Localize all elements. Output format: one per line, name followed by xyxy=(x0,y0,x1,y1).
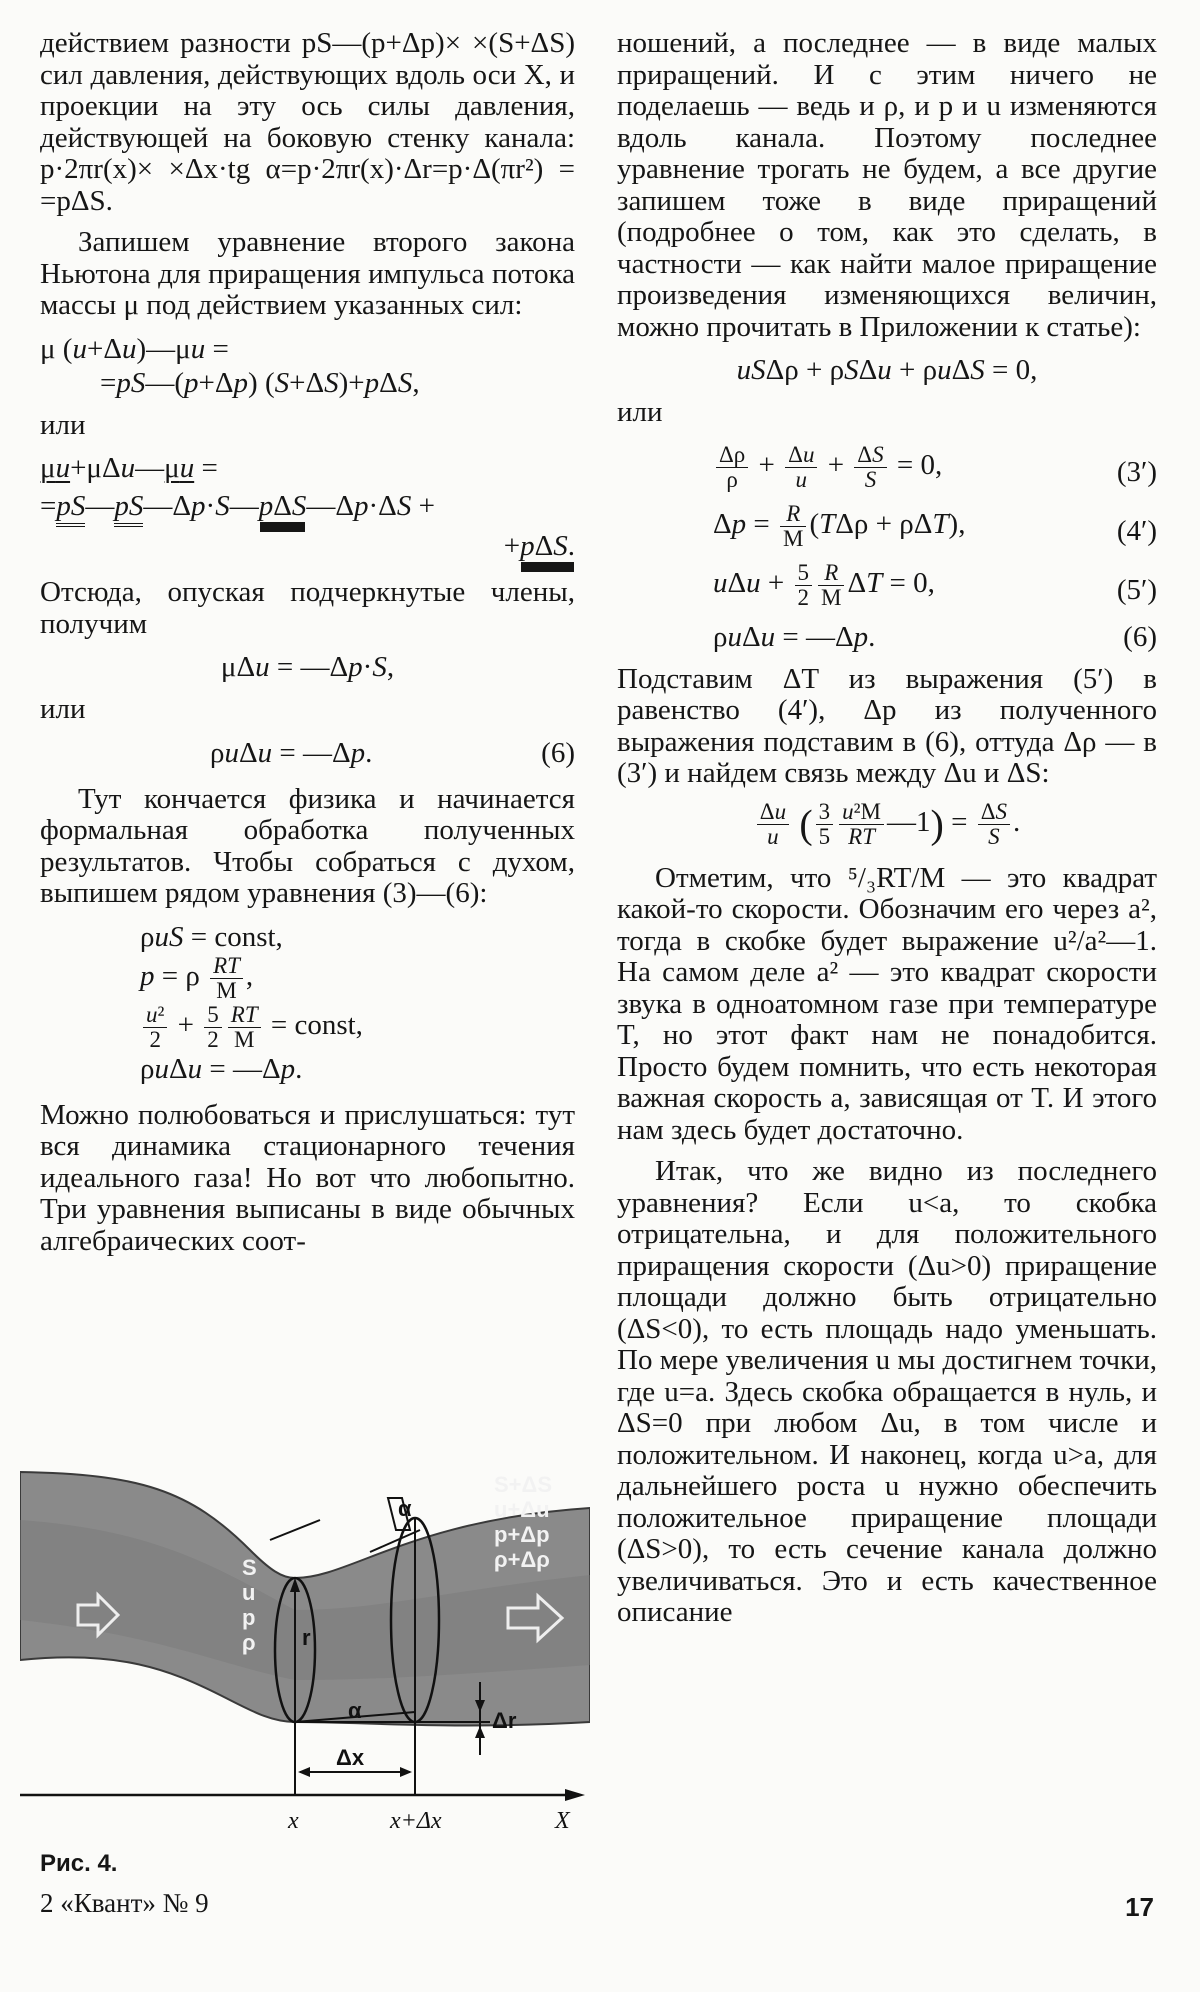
equation-number-3prime: (3′) xyxy=(1116,455,1157,488)
equation-6-left: ρuΔu = —Δp. (6) xyxy=(210,736,575,769)
paragraph-left-5: Можно полюбоваться и прислушаться: тут вся динамика стационарного течения идеального газа! Но вот что любопытно. Три уравнения выписаны в виде обычных алгебраических соот- xyxy=(40,1098,575,1257)
label-p-dp: p+Δp xyxy=(494,1522,550,1547)
equation-number-4prime: (4′) xyxy=(1116,514,1157,547)
label-S: S xyxy=(242,1555,257,1580)
label-x: x xyxy=(288,1808,299,1834)
label-p: p xyxy=(242,1605,256,1630)
axis-arrow xyxy=(565,1789,585,1801)
equation-number-6-left: (6) xyxy=(541,736,575,769)
right-column xyxy=(617,28,1157,1629)
paragraph-left-3: Отсюда, опуская подчеркнутые члены, получим xyxy=(40,576,575,640)
paragraph-left-4: Тут кончается физика и начинается формальная обработка полученных результатов. Чтобы собраться с духом, выпишем рядом уравнения (3)—(6): xyxy=(40,782,575,909)
paragraph-left-1: действием разности pS—(p+Δp)× ×(S+ΔS) сил давления, действующих вдоль оси X, и проекции на эту ось силы давления, действующей на боковую стенку канала: p·2πr(x)× ×Δx·tg α=p·2πr(x)·Δr=p·Δ(πr²) = =pΔS. xyxy=(40,27,575,217)
paragraph-right-1: ношений, а последнее — в виде малых приращений. И с этим ничего не поделаешь — ведь и ρ, и p и u изменяются вдоль канала. Поэтому последнее уравнение трогать не будем, а все другие запишем тоже в виде приращений (подробнее о том, как это сделать, в частности — как найти малое приращение произведения изменяющихся величин, можно прочитать в Приложении к статье): xyxy=(617,27,1157,343)
label-x-dx: x+Δx xyxy=(390,1808,442,1834)
nozzle-figure xyxy=(20,1460,590,1840)
equation-4prime: Δp = $\frac{R}{M}$ (TΔρ + ρΔT), (4′) xyxy=(713,500,1157,551)
paragraph-right-3: Отметим, что ⁵/₃RT/M — это квадрат какой-то скорости. Обозначим его через a², тогда в скобке будет выражение u²/a²—1. На самом деле a² — это квадрат скорости звука в одноатомном газе при температуре T, но этот факт нам не понадобится. Просто будем помнить, что есть некоторая важная скорость a, зависящая от T. И этого нам здесь будет достаточно. xyxy=(617,861,1157,1146)
equation-momentum: μΔu = —Δp·S, xyxy=(220,651,395,683)
equation-6-right: ρuΔu = —Δp. (6) xyxy=(713,620,1157,653)
figure-caption: Рис. 4. xyxy=(40,1850,118,1877)
word-ili-right: или xyxy=(617,396,663,428)
label-alpha: α xyxy=(348,1698,362,1723)
label-dr: Δr xyxy=(492,1708,517,1733)
label-rho: ρ xyxy=(242,1630,256,1655)
word-ili-2: или xyxy=(40,693,86,725)
page-number: 17 xyxy=(1125,1892,1154,1922)
equation-number-6-right: (6) xyxy=(1123,620,1157,653)
equation-number-5prime: (5′) xyxy=(1116,573,1157,606)
left-column xyxy=(40,28,575,1257)
label-dx: Δx xyxy=(336,1745,365,1770)
equation-result: $\frac{\Delta u}{u}$ ( $\frac{3}{5}$ $\frac{\text{u²M}}{RT}$ —1) = $\frac{\Delta S}{S}$ . xyxy=(617,800,1157,849)
label-axis-X: X xyxy=(555,1808,570,1834)
label-r: r xyxy=(302,1625,311,1650)
equation-newton-1: μ (u+Δu)—μu = =pS—(p+Δp) (S+ΔS)+pΔS, xyxy=(40,332,420,399)
label-rho-drho: ρ+Δρ xyxy=(494,1547,550,1572)
paragraph-left-2: Запишем уравнение второго закона Ньютона для приращения импульса потока массы μ под действием указанных сил: xyxy=(40,226,575,321)
equation-newton-2: μu+μΔu—μu = =pS—pS—Δp·S—pΔS—Δp·ΔS + +pΔS. xyxy=(40,452,575,562)
paragraph-right-2: Подставим ΔT из выражения (5′) в равенство (4′), Δp из полученного выражения подставим в (6), оттуда Δρ — в (3′) и найдем связь между Δu и ΔS: xyxy=(617,662,1157,789)
label-u: u xyxy=(242,1580,256,1605)
paragraph-right-4: Итак, что же видно из последнего уравнения? Если u<a, то скобка отрицательна, и для положительного приращения скорости (Δu>0) приращение площади должно быть отрицательно (ΔS<0), то есть площадь надо уменьшать. По мере увеличения u мы достигнем точки, где u=a. Здесь скобка обращается в нуль, и ΔS=0 при любом Δu, в том числе и положительном. И наконец, когда u>a, для дальнейшего роста u нужно обеспечить положительное приращение площади (ΔS>0), то есть сечение канала должно увеличиваться. Это и есть качественное описание xyxy=(617,1155,1157,1628)
equation-3prime: $\frac{\Delta\rho}{\rho}$ + $\frac{\Delta u}{u}$ + $\frac{\Delta S}{S}$ = 0, (3′) xyxy=(617,443,1157,492)
equation-continuity-diff: uSΔρ + ρSΔu + ρuΔS = 0, xyxy=(736,354,1038,386)
label-S-dS: S+ΔS xyxy=(494,1472,553,1497)
footer-signature: 2 «Квант» № 9 xyxy=(40,1888,209,1918)
word-ili-1: или xyxy=(40,408,86,441)
equation-system: ρuS = const, p = ρ $\frac{RT}{M}$ , $\frac{\text{u²}}{2}$ + $\frac{5}{2}$ $\frac{RT}{M}$ = const, ρuΔu = —Δp. xyxy=(140,920,363,1085)
label-u-du: u+Δu xyxy=(494,1497,550,1522)
equation-5prime: uΔu + $\frac{5}{2}$ $\frac{R}{M}$ ΔT = 0, (5′) xyxy=(713,559,1157,610)
label-alpha-small: α xyxy=(398,1496,412,1521)
